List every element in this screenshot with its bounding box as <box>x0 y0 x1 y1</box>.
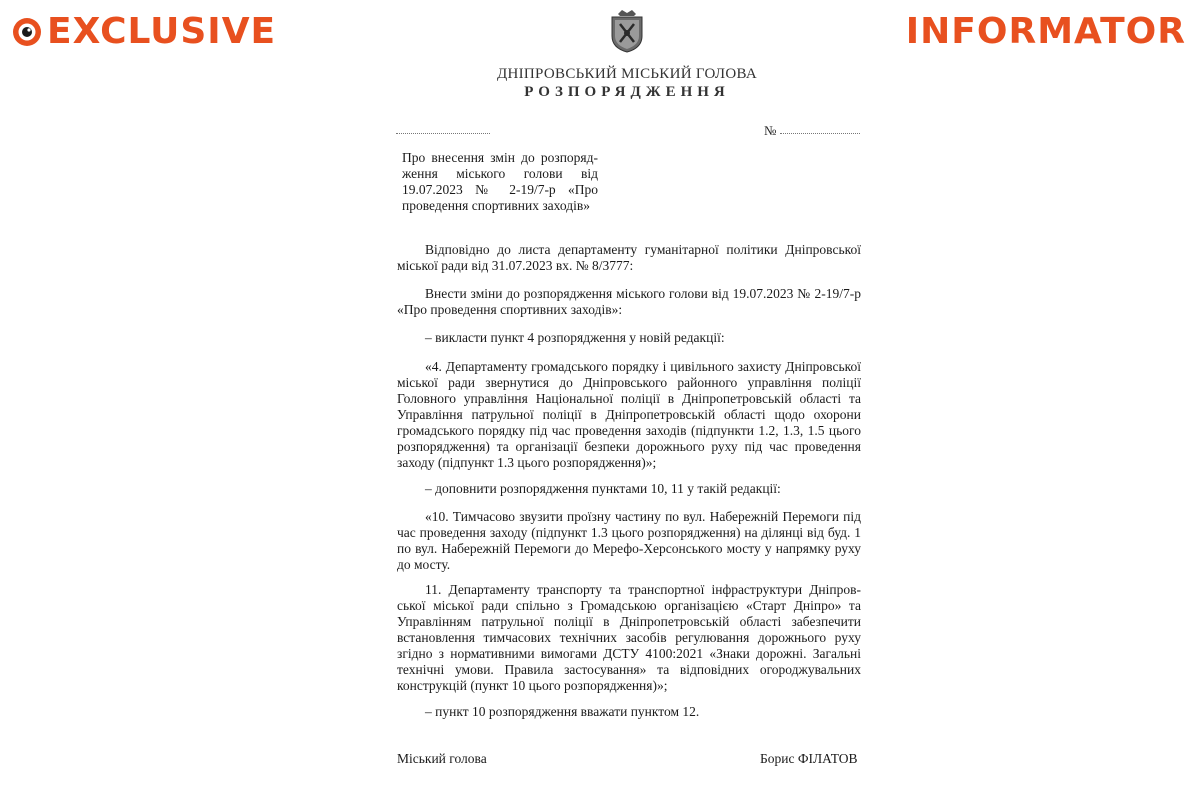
paragraph-item-10: «10. Тимчасово звузити проїзну частину по вул. Набережній Перемоги під час проведення заходу (підпункт 1.3 цього розпорядження) на ділянці від буд. 1 по вул. Набережній Перемоги до Мерефо-Херсонського мосту у напрямку руху до мосту. <box>397 509 861 572</box>
informator-watermark: INFORMATOR <box>905 11 1186 52</box>
paragraph-basis: Відповідно до листа департаменту гуманітарної політики Дніпровської міської ради від 31.07.2023 вх. № 8/3777: <box>397 242 861 273</box>
paragraph-item-4-intro: – викласти пункт 4 розпорядження у новій редакції: <box>425 330 725 345</box>
paragraph-items-10-11-intro: – доповнити розпорядження пунктами 10, 11 у такій редакції: <box>425 481 781 496</box>
issuer-title: ДНІПРОВСЬКИЙ МІСЬКИЙ ГОЛОВА <box>496 66 758 82</box>
signature-name: Борис ФІЛАТОВ <box>760 751 858 766</box>
dnipro-coat-of-arms-icon <box>608 8 646 54</box>
signature-position: Міський голова <box>397 751 487 766</box>
paragraph-item-4: «4. Департаменту громадського порядку і цивільного захисту Дніпровської міської ради звернутися до Дніпровського районного управління поліції Головного управління Національної поліції в Дніпропетровській області та Управління патрульної поліції в Дніпропетровській області щодо охорони громадського порядку під час проведення заходів (підпункти 1.2, 1.3, 1.5 цього розпорядження) та організації безпеки дорожнього руху під час проведення заходу (підпункт 1.3 цього розпорядження)»; <box>397 359 861 470</box>
eye-logo-icon <box>12 17 42 47</box>
exclusive-watermark <box>12 12 276 52</box>
paragraph-item-11: 11. Департаменту транспорту та транспортної інфраструктури Дніпров- ської міської ради спільно з Громадською організацією «Старт Дніпро» та Управлінням патрульної поліції в Дніпропетровській області забезпечити встановлення тимчасових технічних засобів регулювання дорожнього руху згідно з нормативними вимогами ДСТУ 4100:2021 «Знаки дорожні. Загальні технічні умови. Правила застосування» та відповідних огороджувальних конструкцій (пункт 10 цього розпорядження)»; <box>397 582 861 693</box>
paragraph-item-12: – пункт 10 розпорядження вважати пунктом 12. <box>425 704 700 719</box>
exclusive-text: EXCLUSIVE <box>47 11 277 52</box>
number-sign: № <box>764 123 777 138</box>
document-type: РОЗПОРЯДЖЕННЯ <box>524 84 730 100</box>
number-line <box>780 133 860 134</box>
paragraph-amend: Внести зміни до розпорядження міського голови від 19.07.2023 № 2-19/7-р «Про проведення спортивних заходів»: <box>397 286 861 317</box>
date-line <box>396 133 490 134</box>
document-subject: Про внесення змін до розпоряд- ження міського голови від 19.07.2023 № 2-19/7-р «Про проведення спортивних заходів» <box>402 150 598 213</box>
